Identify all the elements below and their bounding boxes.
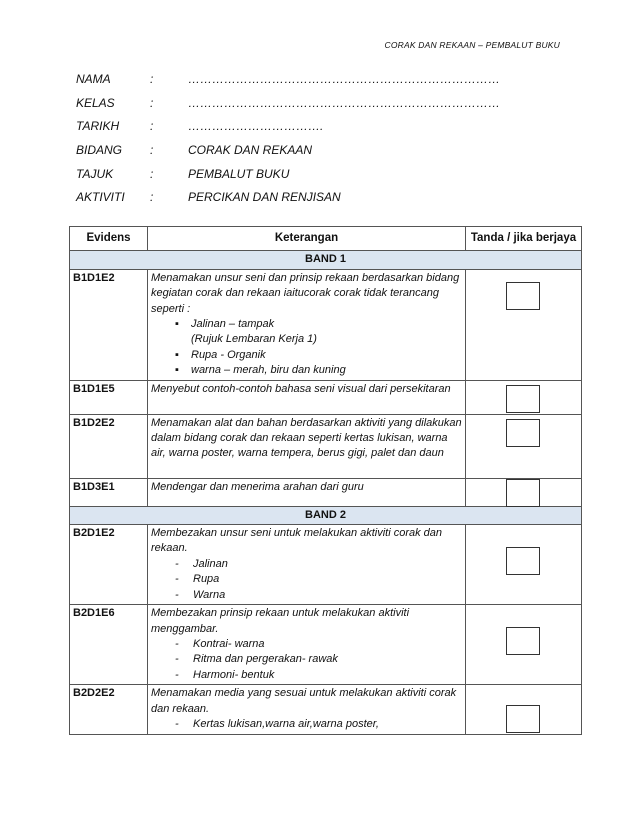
check-box[interactable] [506, 705, 540, 733]
evidence-description [148, 525, 466, 605]
info-value-bidang: CORAK DAN REKAAN [188, 143, 313, 158]
evidence-code: B2D1E2 [70, 525, 148, 605]
checkbox-cell [466, 605, 582, 685]
info-value-nama[interactable]: …………………………………………………………………… [188, 72, 500, 86]
info-row-aktiviti [76, 190, 576, 214]
info-row-tarikh [76, 119, 576, 143]
evidence-code: B2D1E6 [70, 605, 148, 685]
description-text: Menamakan media yang sesuai untuk melakukan aktiviti corak dan rekaan. [151, 687, 457, 715]
list-item: ▪ Jalinan – tampak [191, 317, 462, 332]
checkbox-cell [466, 525, 582, 605]
list-item: - Jalinan [175, 557, 462, 572]
table-row [70, 269, 582, 380]
checkbox-cell [466, 269, 582, 380]
evidence-description: Menamakan alat dan bahan berdasarkan aktiviti yang dilakukan dalam bidang corak dan rekaan seperti kertas lukisan, warna air, warna poster, warna tempera, berus gigi, palet dan daun [148, 414, 466, 478]
table-row [70, 525, 582, 605]
dash-list [151, 557, 462, 603]
info-colon: : [150, 72, 154, 86]
checkbox-cell [466, 685, 582, 735]
info-row-kelas [76, 96, 576, 120]
info-label: NAMA [76, 72, 111, 86]
list-item: ▪ warna – merah, biru dan kuning [191, 363, 462, 378]
evidence-description [148, 269, 466, 380]
check-box[interactable] [506, 547, 540, 575]
header-evidens: Evidens [70, 227, 148, 251]
table-row [70, 605, 582, 685]
evidence-code: B1D2E2 [70, 414, 148, 478]
info-value-tajuk: PEMBALUT BUKU [188, 166, 290, 181]
check-box[interactable] [506, 479, 540, 507]
info-row-bidang [76, 143, 576, 167]
info-label: TARIKH [76, 119, 120, 134]
table-row [70, 478, 582, 506]
list-item: - Ritma dan pergerakan- rawak [175, 652, 462, 667]
info-colon: : [150, 119, 154, 134]
info-value-tarikh[interactable]: ……………………………. [188, 119, 324, 134]
evidence-description: Menyebut contoh-contoh bahasa seni visual dari persekitaran [148, 380, 466, 414]
student-info-block [76, 72, 576, 214]
info-label: BIDANG [76, 143, 123, 158]
description-text: Menamakan unsur seni dan prinsip rekaan berdasarkan bidang kegiatan corak dan rekaan iaitucorak corak tidak terancang seperti : [151, 271, 460, 315]
check-box[interactable] [506, 419, 540, 447]
list-item: - Rupa [175, 572, 462, 587]
evidence-description: Mendengar dan menerima arahan dari guru [148, 478, 466, 506]
checkbox-cell [466, 478, 582, 506]
evidence-code: B2D2E2 [70, 685, 148, 735]
band-row [70, 251, 582, 269]
info-colon: : [150, 166, 154, 181]
list-item: - Kertas lukisan,warna air,warna poster, [175, 717, 462, 732]
table-row [70, 685, 582, 735]
description-text: Membezakan prinsip rekaan untuk melakukan aktiviti menggambar. [151, 607, 410, 635]
header-tanda: Tanda / jika berjaya [466, 227, 582, 251]
info-value-aktiviti: PERCIKAN DAN RENJISAN [188, 190, 341, 205]
list-item: ▪ Rupa - Organik [191, 348, 462, 363]
header-keterangan: Keterangan [148, 227, 466, 251]
checkbox-cell [466, 414, 582, 478]
description-text: Membezakan unsur seni untuk melakukan aktiviti corak dan rekaan. [151, 527, 443, 555]
evidence-code: B1D1E2 [70, 269, 148, 380]
bullet-list [151, 317, 462, 379]
band-1-title: BAND 1 [70, 251, 582, 269]
info-row-tajuk [76, 167, 576, 191]
check-box[interactable] [506, 282, 540, 310]
band-row [70, 506, 582, 524]
info-value-kelas[interactable]: …………………………………………………………………… [188, 95, 500, 110]
evidence-code: B1D3E1 [70, 478, 148, 506]
info-row-nama [76, 72, 576, 96]
evidence-table [69, 226, 582, 735]
info-colon: : [150, 95, 154, 110]
info-colon: : [150, 190, 154, 205]
table-header-row [70, 227, 582, 251]
table-row [70, 414, 582, 478]
checkbox-cell [466, 380, 582, 414]
check-box[interactable] [506, 627, 540, 655]
list-item: - Warna [175, 588, 462, 603]
list-item: - Kontrai- warna [175, 637, 462, 652]
evidence-description [148, 605, 466, 685]
info-label: KELAS [76, 95, 115, 110]
table-row [70, 380, 582, 414]
check-box[interactable] [506, 385, 540, 413]
running-header: CORAK DAN REKAAN – PEMBALUT BUKU [384, 40, 560, 50]
evidence-description [148, 685, 466, 735]
list-item: - Harmoni- bentuk [175, 668, 462, 683]
dash-list [151, 637, 462, 683]
band-2-title: BAND 2 [70, 506, 582, 524]
dash-list [151, 717, 462, 732]
info-label: AKTIVITI [76, 190, 125, 205]
list-item: (Rujuk Lembaran Kerja 1) [191, 333, 317, 346]
info-colon: : [150, 143, 154, 158]
info-label: TAJUK [76, 166, 114, 181]
evidence-code: B1D1E5 [70, 380, 148, 414]
